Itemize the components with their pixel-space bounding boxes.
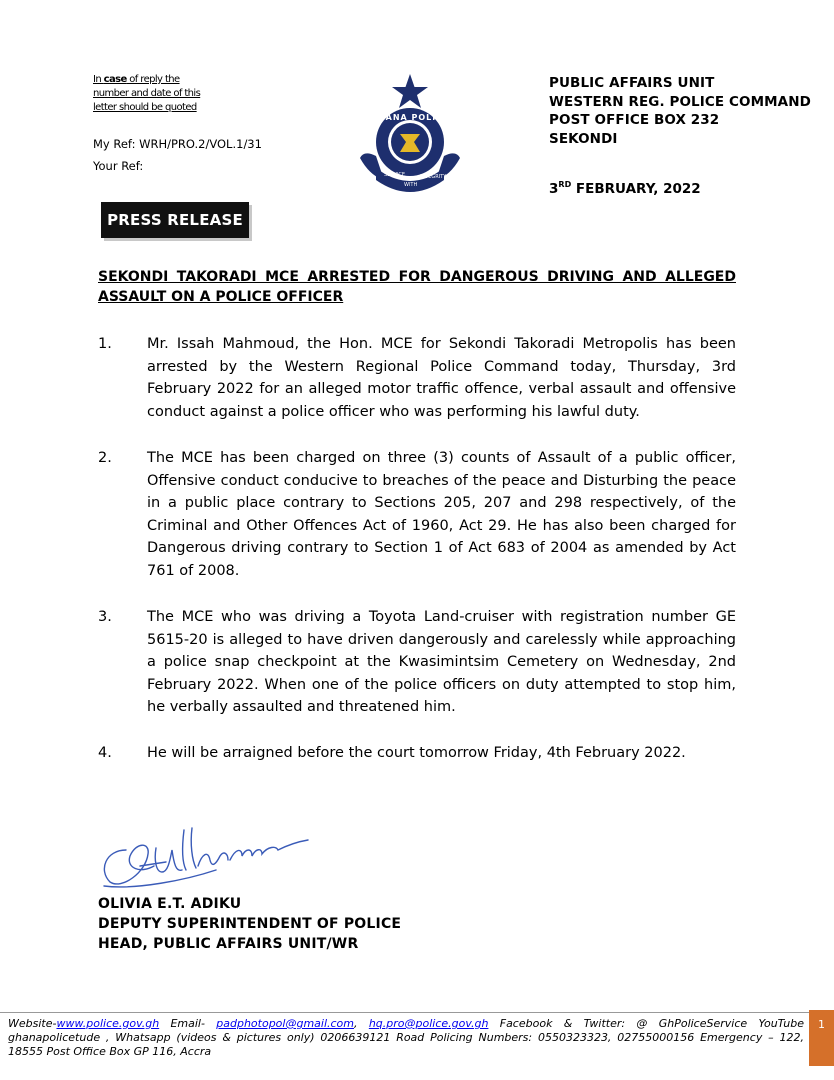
footer-separator: , xyxy=(354,1017,369,1030)
press-release-badge: PRESS RELEASE xyxy=(101,202,249,238)
logo-star-icon xyxy=(392,74,428,108)
footer-email-label: Email- xyxy=(159,1017,217,1030)
paragraph-number: 3. xyxy=(98,609,112,625)
paragraph-number: 2. xyxy=(98,450,112,466)
my-ref: My Ref: WRH/PRO.2/VOL.1/31 xyxy=(93,137,262,151)
letter-date xyxy=(549,181,701,197)
address-line: POST OFFICE BOX 232 xyxy=(549,112,720,128)
quote-reference-note xyxy=(93,73,213,115)
paragraph-text: Mr. Issah Mahmoud, the Hon. MCE for Sekondi Takoradi Metropolis has been arrested by the Western Regional Police Command today, Thursday, 3rd February 2022 for an alleged motor traffic offence, verbal assault and offensive conduct against a police officer who was performing his lawful duty. xyxy=(147,336,736,420)
ghana-police-logo xyxy=(354,72,466,196)
signatory-rank: DEPUTY SUPERINTENDENT OF POLICE xyxy=(98,916,402,932)
address-block xyxy=(549,74,811,148)
footer-contact-rest: Facebook & Twitter: @ GhPoliceService YouTube ghanapolicetude , Whatsapp (videos & pictures only) 0206639121 Road Policing Numbers: 0550323323, 02755000156 Emergency – 122, 18555 Post Office Box GP 116, Accra xyxy=(8,1017,804,1058)
paragraph-text: The MCE has been charged on three (3) counts of Assault of a public officer, Offensive conduct conducive to breaches of the peace and Disturbing the peace in a public place contrary to Sections 205, 207 and 298 respectively, of the Criminal and Other Offences Act of 1960, Act 29. He has also been charged for Dangerous driving contrary to Section 1 of Act 683 of 2004 as amended by Act 761 of 2008. xyxy=(147,450,736,579)
signatory-block xyxy=(98,894,401,954)
address-line: WESTERN REG. POLICE COMMAND xyxy=(549,93,811,110)
your-ref: Your Ref: xyxy=(93,159,144,173)
signatory-name: OLIVIA E.T. ADIKU xyxy=(98,896,242,912)
page-number: 1 xyxy=(809,1010,834,1066)
footer-contact xyxy=(8,1017,804,1059)
website-link[interactable]: www.police.gov.gh xyxy=(56,1017,160,1030)
logo-text-top: GHANA POLICE xyxy=(370,113,450,122)
email-link-2[interactable]: hq.pro@police.gov.gh xyxy=(368,1017,489,1030)
email-link-1[interactable]: padphotopol@gmail.com xyxy=(216,1017,355,1030)
signatory-unit: HEAD, PUBLIC AFFAIRS UNIT/WR xyxy=(98,936,359,952)
handwritten-signature xyxy=(96,820,316,892)
quote-note-bold: case xyxy=(103,74,127,85)
date-day: 3 xyxy=(549,181,559,197)
paragraph-3 xyxy=(98,606,736,719)
quote-note-text: In xyxy=(93,74,104,85)
headline: SEKONDI TAKORADI MCE ARRESTED FOR DANGEROUS DRIVING AND ALLEGED ASSAULT ON A POLICE OFFICER xyxy=(98,269,736,305)
logo-ribbon-left: SERVICE xyxy=(384,172,406,178)
paragraph-4 xyxy=(98,742,736,765)
date-suffix: RD xyxy=(558,180,572,189)
reference-block xyxy=(93,133,262,177)
paragraph-text: The MCE who was driving a Toyota Land-cruiser with registration number GE 5615-20 is alleged to have driven dangerously and carelessly while approaching a police snap checkpoint at the Kwasimintsim Cemetery on Wednesday, 2nd February 2022. When one of the police officers on duty attempted to stop him, he verbally assaulted and threatened him. xyxy=(147,609,736,716)
quote-note-text-rest: of reply the number and date of this letter should be quoted xyxy=(93,74,201,113)
paragraph-number: 1. xyxy=(98,336,112,352)
date-rest: FEBRUARY, 2022 xyxy=(571,181,701,197)
logo-ribbon-right: INTEGRITY xyxy=(420,174,447,180)
logo-ribbon-mid: WITH xyxy=(404,182,418,188)
paragraph-text: He will be arraigned before the court tomorrow Friday, 4th February 2022. xyxy=(147,745,686,761)
paragraph-2 xyxy=(98,447,736,583)
paragraph-number: 4. xyxy=(98,745,112,761)
address-line: SEKONDI xyxy=(549,130,618,147)
footer-divider xyxy=(0,1012,834,1013)
address-line: PUBLIC AFFAIRS UNIT xyxy=(549,75,715,91)
footer-website-label: Website- xyxy=(8,1017,57,1030)
paragraph-1 xyxy=(98,333,736,423)
